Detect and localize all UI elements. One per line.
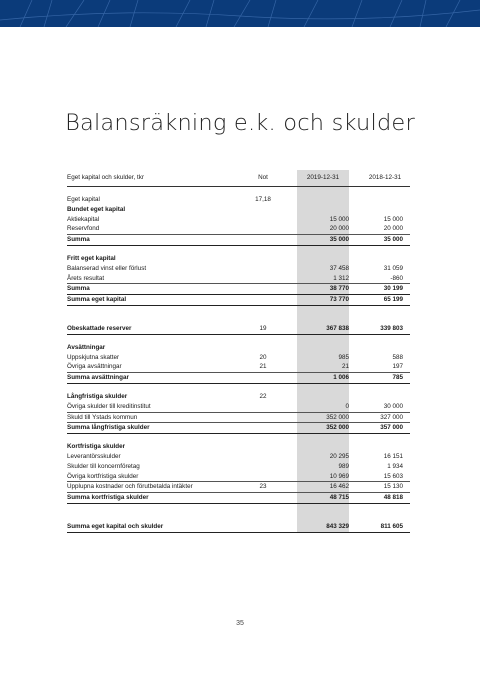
table-row xyxy=(67,373,410,384)
row-label: Årets resultat xyxy=(67,274,105,282)
row-label: Aktiekapital xyxy=(67,215,100,223)
header-note: Not xyxy=(258,174,268,181)
row-value-2018: 1 934 xyxy=(387,462,403,470)
row-value-2018: 339 803 xyxy=(380,324,403,332)
row-label: Summa eget kapital xyxy=(67,296,127,304)
row-value-2018: 327 000 xyxy=(380,413,403,421)
row-value-2019: 352 000 xyxy=(326,424,349,432)
row-value-2019: 21 xyxy=(341,363,349,371)
row-label: Upplupna kostnader och förutbetalda intäkter xyxy=(67,483,193,491)
row-label: Övriga avsättningar xyxy=(67,363,122,371)
row-value-2018: 15 000 xyxy=(383,215,403,223)
header-2018: 2018-12-31 xyxy=(368,174,402,181)
row-value-2018: 31 059 xyxy=(383,264,403,272)
banner-pattern xyxy=(0,0,480,27)
row-value-2019: 20 295 xyxy=(329,452,349,460)
table-row xyxy=(67,452,410,462)
row-value-2019: 1 006 xyxy=(333,374,349,382)
row-label: Skulder till koncernföretag xyxy=(67,462,140,470)
table-row xyxy=(67,353,410,363)
row-value-2018: 30 000 xyxy=(383,402,403,410)
row-label: Avsättningar xyxy=(67,343,106,351)
row-value-2018: 357 000 xyxy=(380,424,403,432)
row-label: Skuld till Ystads kommun xyxy=(67,413,138,421)
row-value-2019: 843 329 xyxy=(326,522,349,530)
row-value-2019: 35 000 xyxy=(329,236,349,244)
row-value-2018: 588 xyxy=(392,353,403,361)
table-row xyxy=(67,205,410,215)
row-label: Leverantörsskulder xyxy=(67,452,121,460)
row-label: Övriga kortfristiga skulder xyxy=(67,472,139,480)
table-row xyxy=(67,493,410,504)
table-row xyxy=(67,254,410,264)
row-label: Kortfristiga skulder xyxy=(67,443,126,451)
row-value-2019: 38 770 xyxy=(329,285,349,293)
table-row xyxy=(67,423,410,434)
table-row xyxy=(67,392,410,402)
row-note: 17,18 xyxy=(255,196,271,203)
row-value-2018: -860 xyxy=(390,274,403,282)
row-label: Summa eget kapital och skulder xyxy=(67,522,164,530)
row-value-2019: 989 xyxy=(338,462,349,470)
balance-sheet-table xyxy=(67,170,410,533)
table-row xyxy=(67,522,410,533)
row-value-2018: 785 xyxy=(392,374,403,382)
row-label: Summa xyxy=(67,285,90,293)
row-note: 22 xyxy=(259,392,267,400)
row-value-2019: 20 000 xyxy=(329,225,349,233)
table-row xyxy=(67,472,410,483)
table-row xyxy=(67,274,410,285)
row-value-2018: 15 603 xyxy=(383,472,403,480)
row-note: 20 xyxy=(259,353,267,361)
table-row xyxy=(67,343,410,353)
table-row xyxy=(67,295,410,306)
row-note: 21 xyxy=(259,363,267,371)
table-row xyxy=(67,324,410,335)
row-label: Uppskjutna skatter xyxy=(67,353,120,361)
table-row xyxy=(67,413,410,424)
table-row xyxy=(67,442,410,452)
row-value-2018: 30 199 xyxy=(383,285,403,293)
row-label: Balanserad vinst eller förlust xyxy=(67,264,147,272)
page-title: Balansräkning e.k. och skulder xyxy=(65,110,415,136)
table-row xyxy=(67,362,410,373)
row-value-2019: 73 770 xyxy=(329,296,349,304)
page-number: 35 xyxy=(236,620,244,627)
table-row xyxy=(67,264,410,274)
table-row xyxy=(67,462,410,472)
row-value-2018: 65 199 xyxy=(383,296,403,304)
row-label: Summa avsättningar xyxy=(67,374,129,382)
table-row xyxy=(67,215,410,225)
table-header xyxy=(67,170,410,187)
table-row xyxy=(67,235,410,246)
row-value-2018: 20 000 xyxy=(383,225,403,233)
row-value-2019: 0 xyxy=(345,402,349,410)
top-banner xyxy=(0,0,480,27)
row-note: 23 xyxy=(259,483,267,491)
row-value-2018: 15 130 xyxy=(383,483,403,491)
row-label: Övriga skulder till kreditinstitut xyxy=(67,402,151,410)
row-value-2019: 352 000 xyxy=(326,413,349,421)
header-label: Eget kapital och skulder, tkr xyxy=(67,174,145,181)
row-label: Eget kapital xyxy=(67,196,100,203)
row-value-2018: 197 xyxy=(392,363,403,371)
row-value-2019: 37 458 xyxy=(329,264,349,272)
row-value-2018: 16 151 xyxy=(383,452,403,460)
table-row xyxy=(67,195,410,205)
row-value-2019: 48 715 xyxy=(329,494,349,502)
row-value-2019: 1 312 xyxy=(333,274,349,282)
row-value-2019: 367 838 xyxy=(326,324,349,332)
table-row xyxy=(67,224,410,235)
table-row xyxy=(67,284,410,295)
row-value-2019: 10 969 xyxy=(329,472,349,480)
row-value-2018: 811 605 xyxy=(380,522,403,530)
row-value-2018: 35 000 xyxy=(383,236,403,244)
row-value-2019: 16 462 xyxy=(329,483,349,491)
row-label: Långfristiga skulder xyxy=(67,392,128,400)
row-value-2019: 985 xyxy=(338,353,349,361)
table-row xyxy=(67,482,410,493)
row-label: Fritt eget kapital xyxy=(67,254,116,262)
row-value-2019: 15 000 xyxy=(329,215,349,223)
row-label: Summa kortfristiga skulder xyxy=(67,494,149,502)
header-2019: 2019-12-31 xyxy=(306,174,340,181)
row-note: 19 xyxy=(259,324,267,332)
row-label: Reservfond xyxy=(67,225,100,233)
row-label: Summa xyxy=(67,236,90,244)
row-label: Bundet eget kapital xyxy=(67,205,126,213)
row-label: Summa långfristiga skulder xyxy=(67,424,150,432)
table-row xyxy=(67,402,410,413)
row-label: Obeskattade reserver xyxy=(67,324,132,332)
row-value-2018: 48 818 xyxy=(383,494,403,502)
